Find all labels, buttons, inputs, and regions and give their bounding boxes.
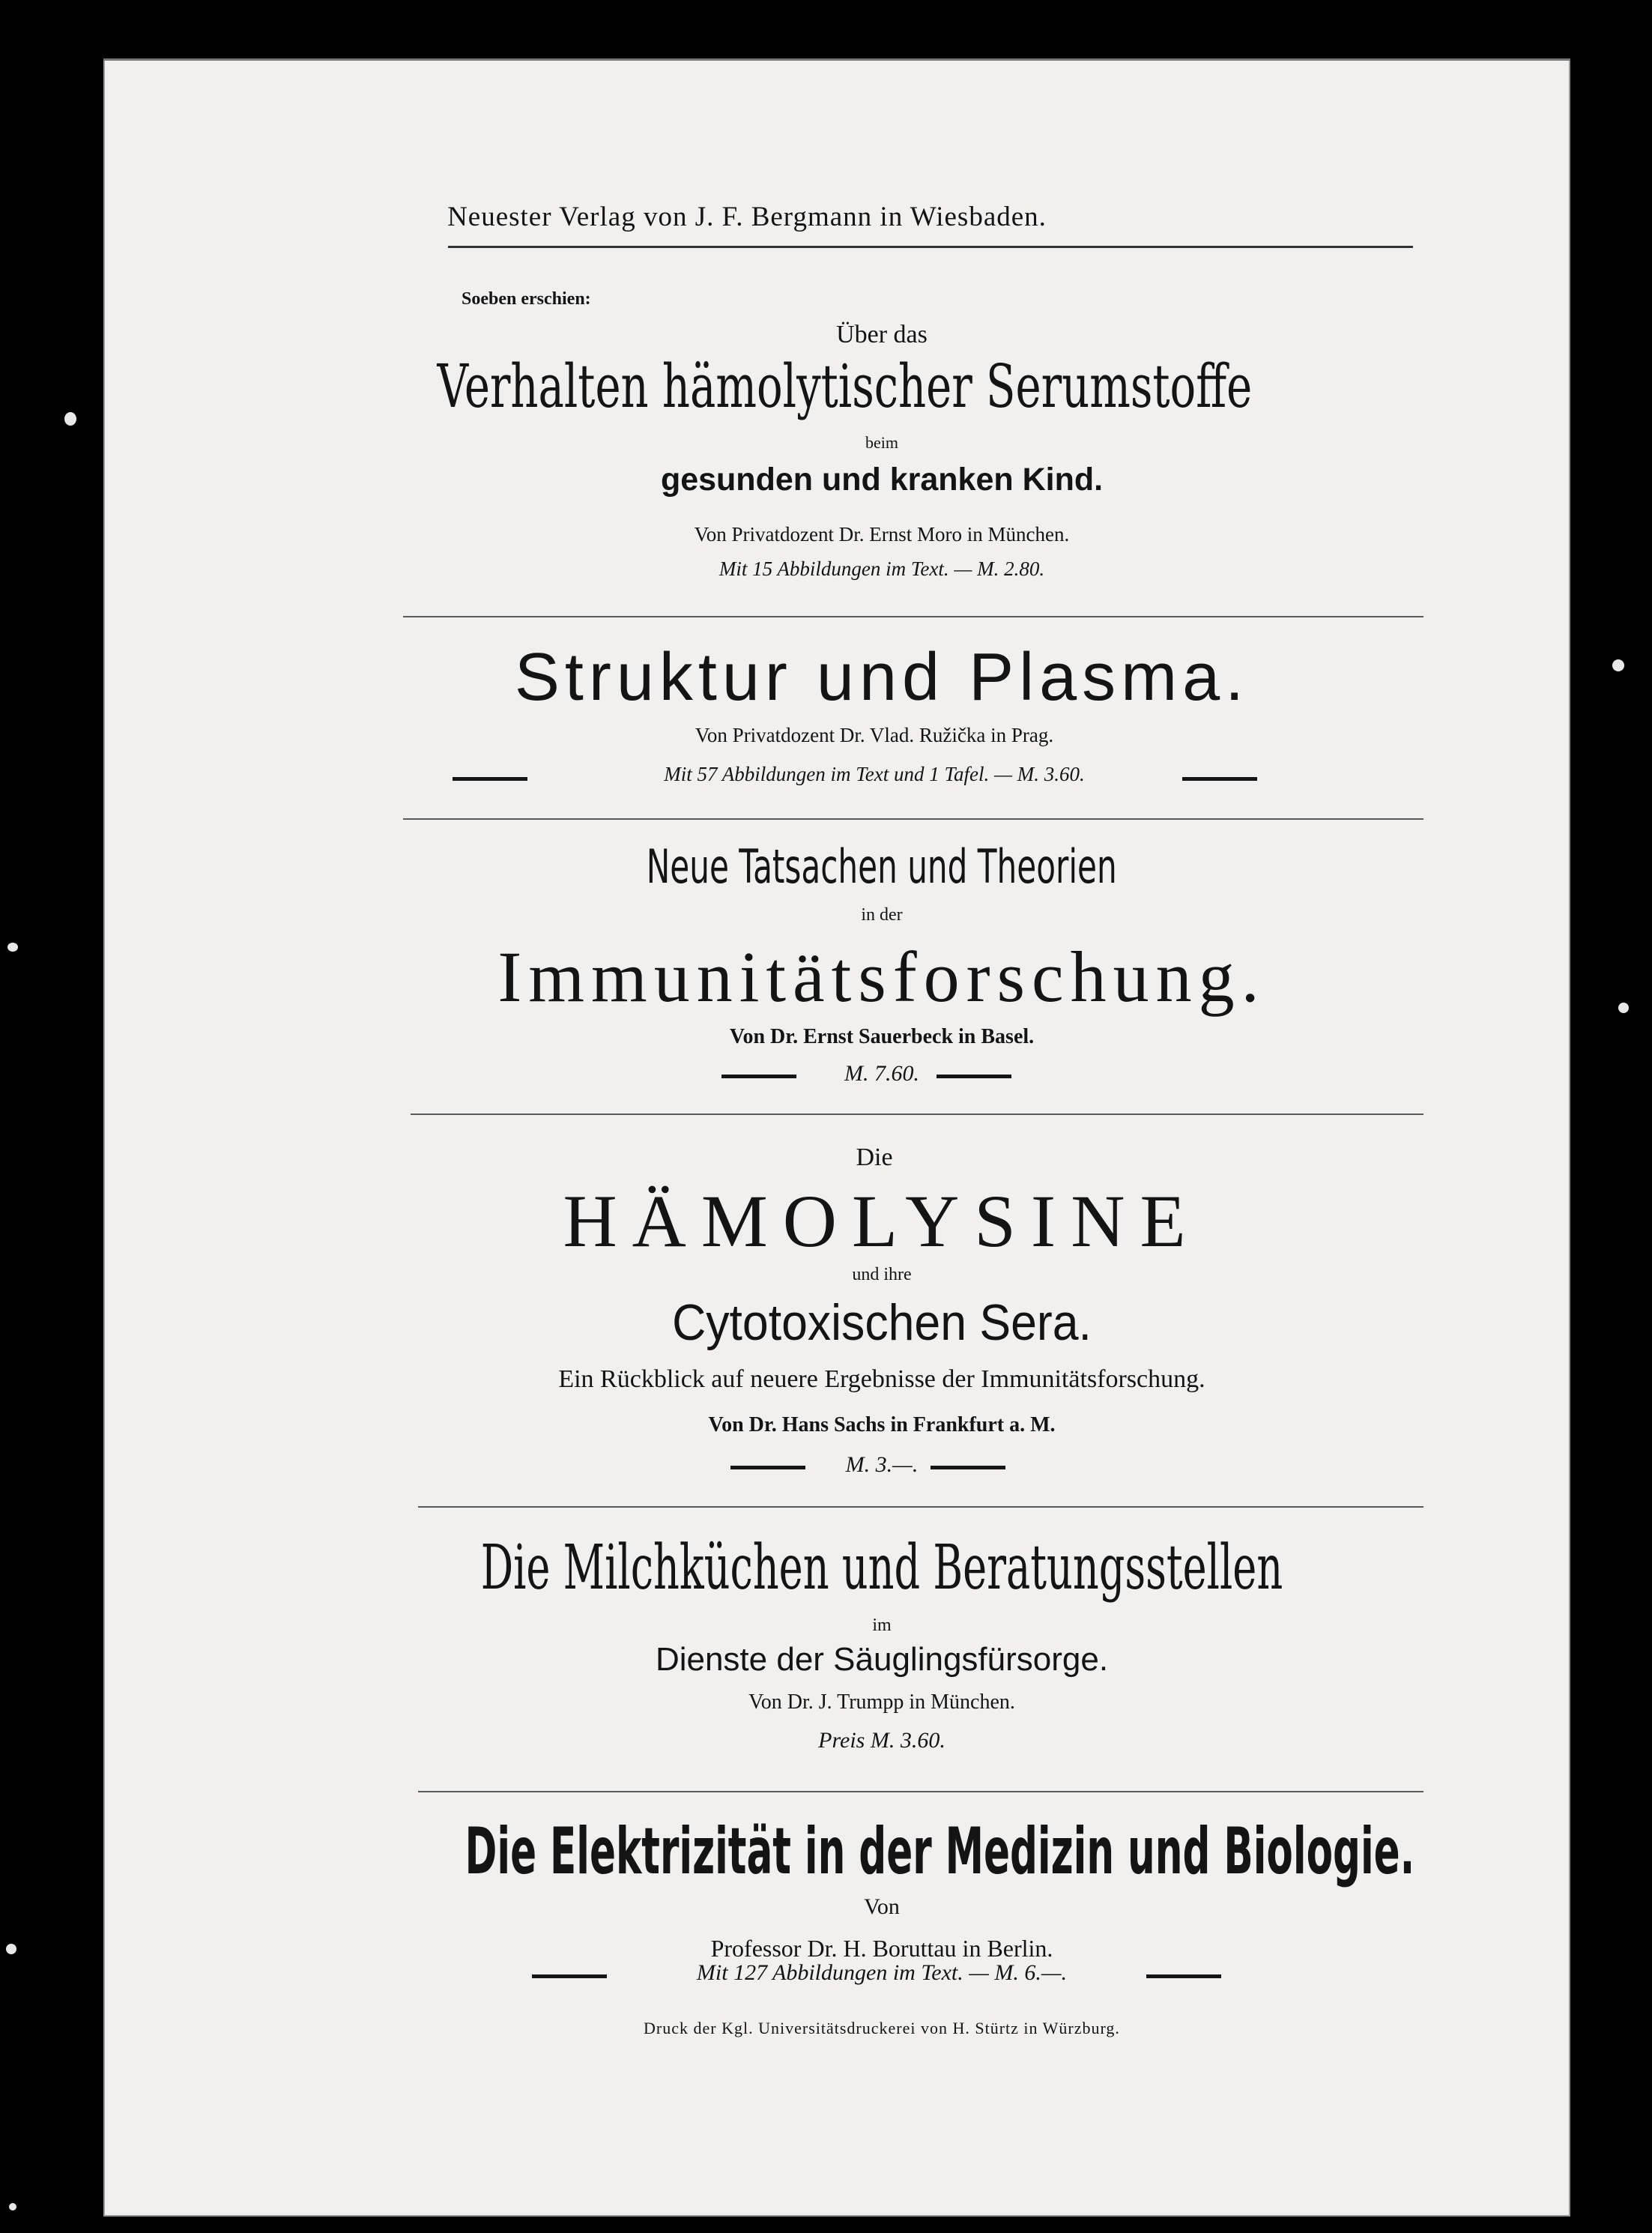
scan-speck: [7, 943, 18, 952]
ad5-title: Die Milchküchen und Beratungsstellen: [480, 1532, 1283, 1604]
scan-speck: [9, 2203, 16, 2211]
ad5-connector: im: [872, 1616, 892, 1635]
ad2-rule-right: [1182, 777, 1257, 781]
scan-speck: [64, 412, 76, 426]
divider-3: [411, 1114, 1423, 1115]
ad4-pre: Die: [856, 1143, 893, 1171]
page-sheet: [103, 58, 1570, 2217]
ad2-details: Mit 57 Abbildungen im Text und 1 Tafel. — M. 3.60.: [664, 763, 1085, 785]
ad3-price: M. 7.60.: [844, 1061, 919, 1086]
divider-4: [418, 1506, 1423, 1508]
ad6-details: Mit 127 Abbildungen im Text. — M. 6.—.: [696, 1960, 1068, 1985]
ad3-connector: in der: [861, 905, 903, 925]
divider-5: [418, 1791, 1423, 1792]
ad5-subtitle: Dienste der Säuglingsfürsorge.: [655, 1641, 1109, 1678]
ad1-title: Verhalten hämolytischer Serumstoffe: [437, 351, 1252, 421]
ad5-price: Preis M. 3.60.: [818, 1728, 945, 1753]
ad3-rule-right: [937, 1075, 1011, 1078]
ad1-connector: beim: [865, 433, 898, 452]
ad4-price: M. 3.—.: [845, 1452, 919, 1477]
scan-speck: [1618, 1003, 1629, 1013]
divider-2: [403, 818, 1423, 820]
ad6-title: Die Elektrizität in der Medizin und Biologie.: [465, 1814, 1415, 1889]
ad4-author: Von Dr. Hans Sachs in Frankfurt a. M.: [708, 1413, 1056, 1436]
publisher-header: Neuester Verlag von J. F. Bergmann in Wiesbaden.: [447, 202, 1047, 232]
ad6-author: Professor Dr. H. Boruttau in Berlin.: [710, 1935, 1053, 1962]
ad1-details: Mit 15 Abbildungen im Text. — M. 2.80.: [718, 558, 1045, 580]
ad1-author: Von Privatdozent Dr. Ernst Moro in München.: [694, 523, 1070, 546]
ad4-description: Ein Rückblick auf neuere Ergebnisse der Immunitätsforschung.: [558, 1365, 1205, 1393]
printer-footer: Druck der Kgl. Universitätsdruckerei von H. Stürtz in Würzburg.: [644, 2019, 1120, 2037]
ad3-author: Von Dr. Ernst Sauerbeck in Basel.: [729, 1025, 1035, 1048]
header-rule: [448, 246, 1413, 248]
page-top-edge: [103, 58, 1570, 61]
ad4-rule-right: [931, 1466, 1005, 1469]
ad2-title: Struktur und Plasma.: [514, 640, 1250, 715]
scan-speck: [6, 1944, 16, 1954]
ad2-author: Von Privatdozent Dr. Vlad. Ružička in Prag.: [695, 724, 1054, 746]
ad1-pre: Über das: [836, 321, 928, 348]
ad3-title: Immunitätsforschung.: [497, 937, 1266, 1017]
ad6-connector: Von: [864, 1894, 900, 1919]
divider-1: [403, 616, 1423, 617]
ad4-subtitle: Cytotoxischen Sera.: [672, 1294, 1092, 1351]
scan-speck: [1612, 659, 1624, 671]
ad3-pre: Neue Tatsachen und Theorien: [647, 839, 1117, 894]
ad4-connector: und ihre: [852, 1265, 912, 1284]
ad5-author: Von Dr. J. Trumpp in München.: [748, 1690, 1015, 1714]
ad4-title: HÄMOLYSINE: [563, 1179, 1201, 1263]
ad6-rule-right: [1146, 1974, 1221, 1978]
ad1-subtitle: gesunden und kranken Kind.: [660, 462, 1104, 498]
ad1-kicker: Soeben erschien:: [462, 289, 591, 309]
